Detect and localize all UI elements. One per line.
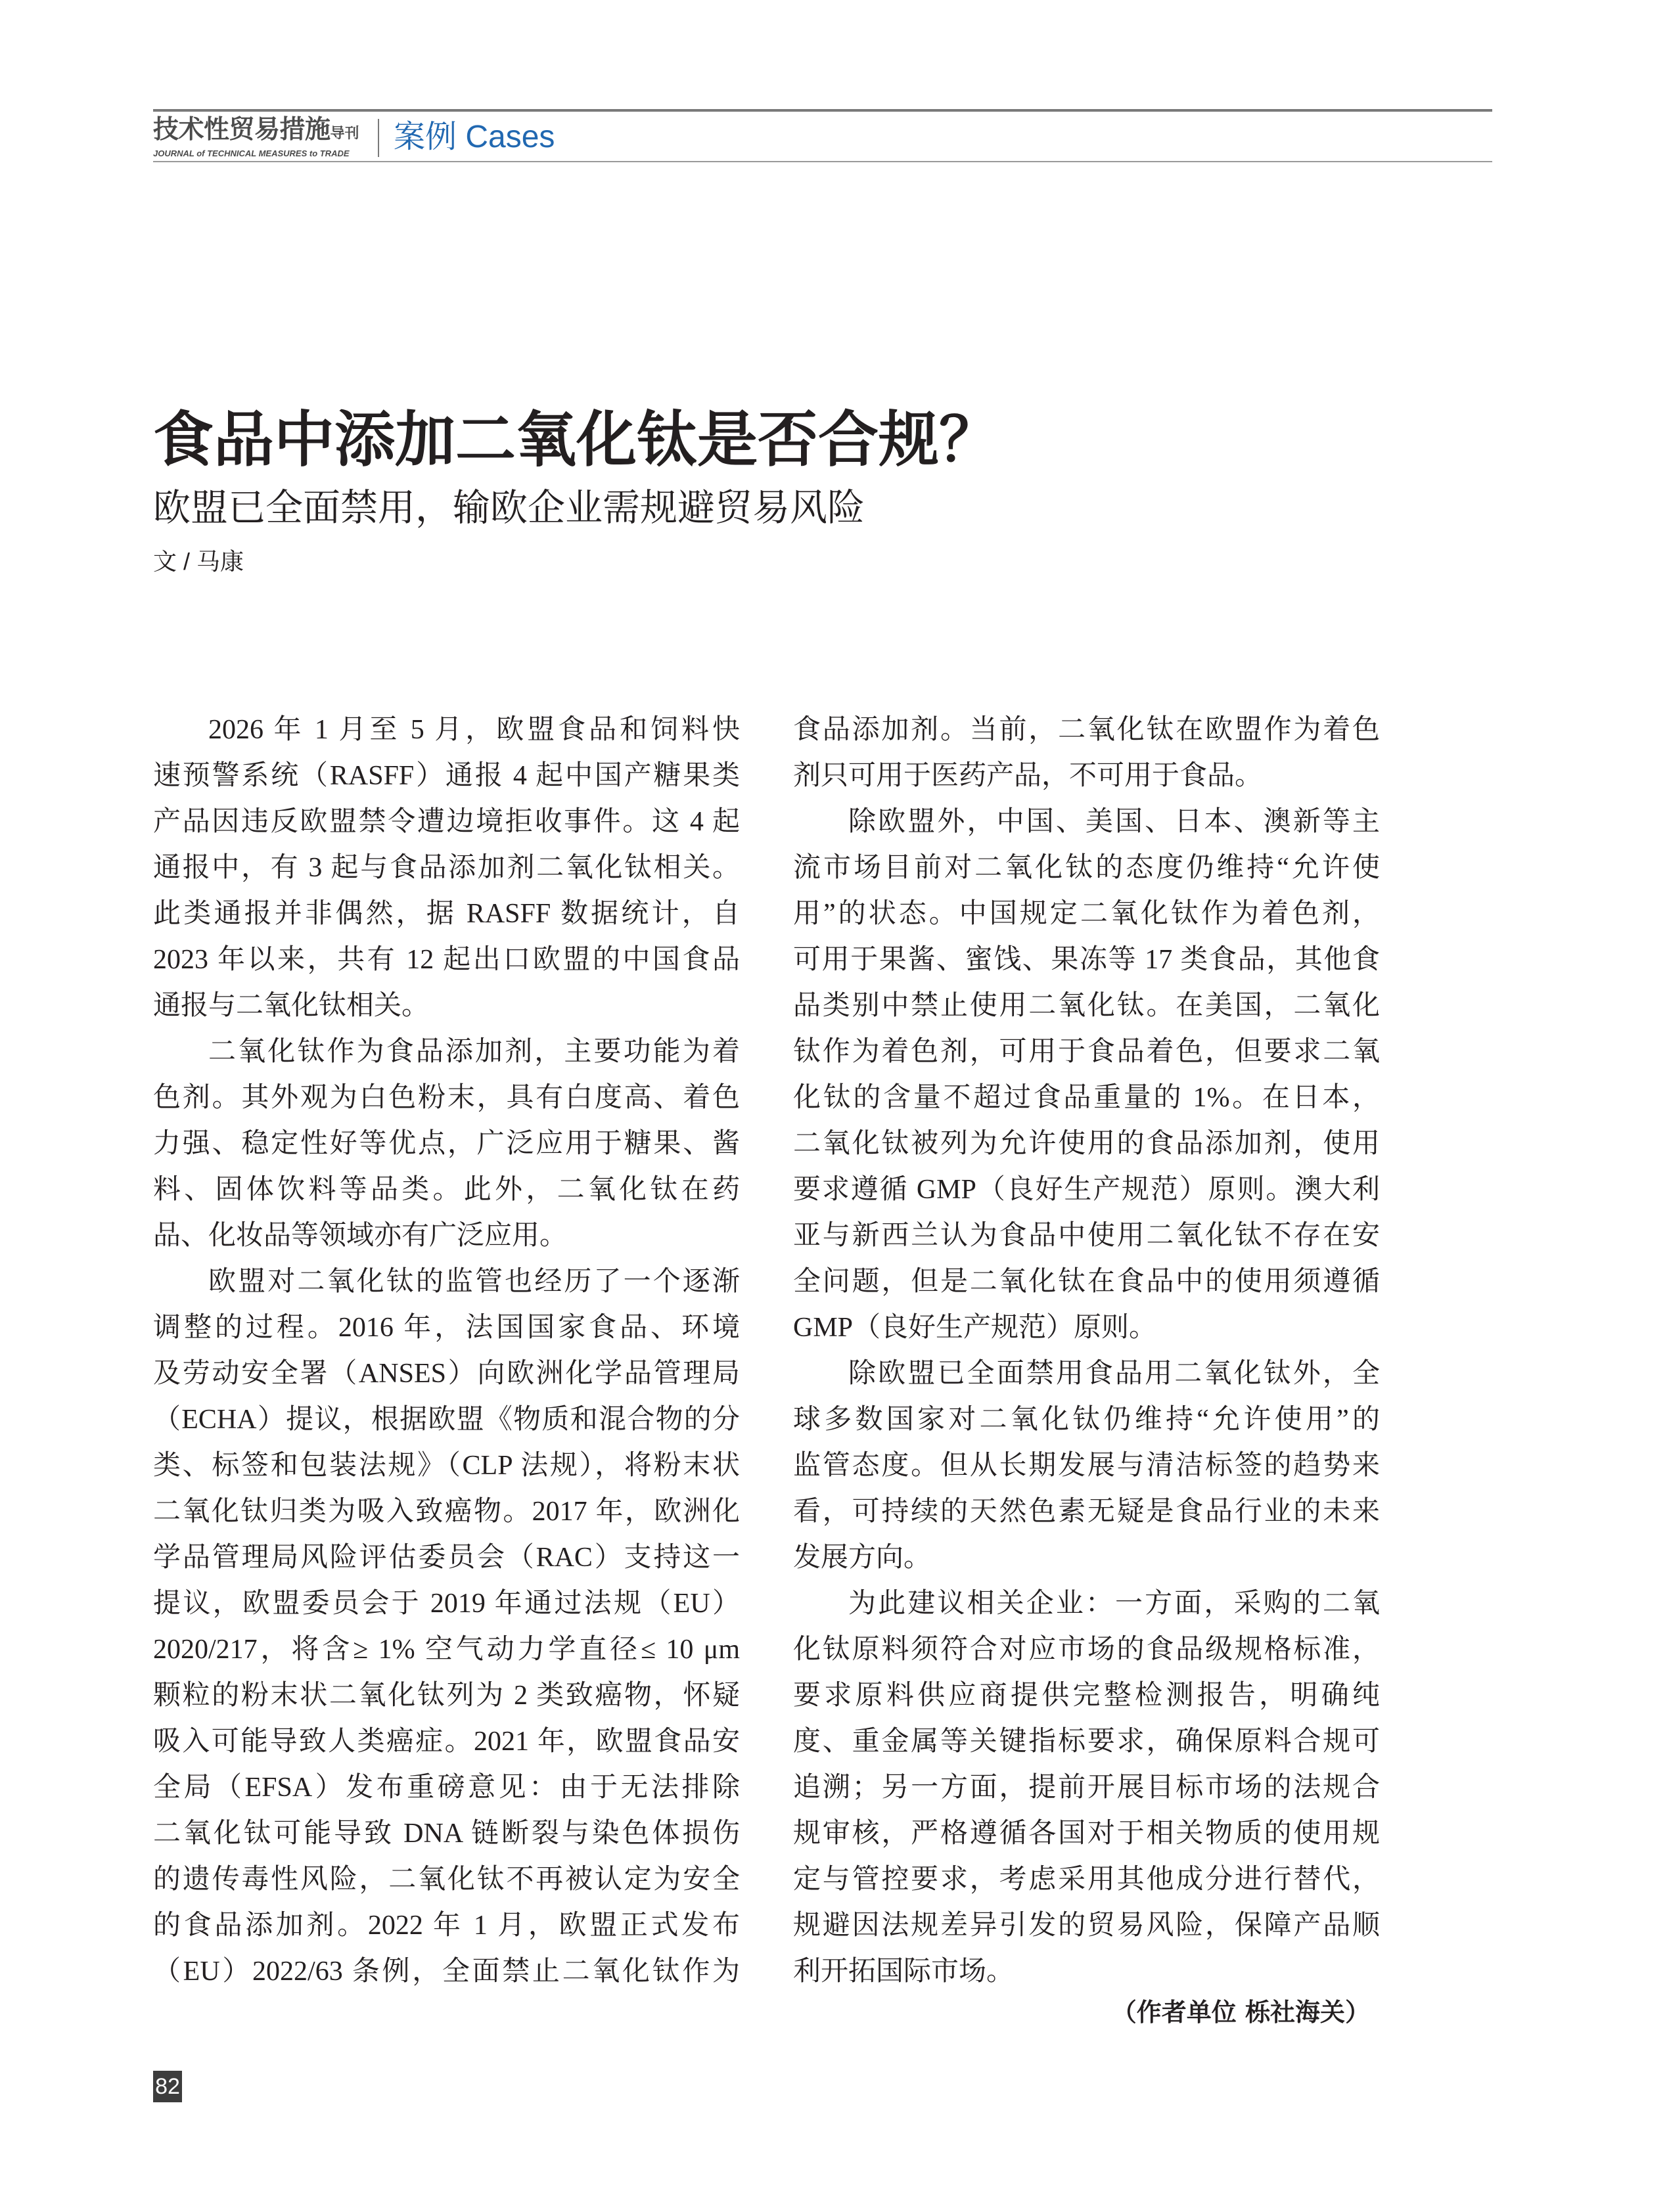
body-line: 品、化妆品等领域亦有广泛应用。 bbox=[153, 1221, 568, 1251]
body-line: 二氧化钛被列为允许使用的食品添加剂，使用 bbox=[793, 1129, 1380, 1159]
body-line: 2026 年 1 月至 5 月，欧盟食品和饲料快 bbox=[208, 715, 740, 745]
paragraph bbox=[153, 707, 740, 1029]
body-line: 定与管控要求，考虑采用其他成分进行替代， bbox=[793, 1864, 1380, 1895]
body-line: 调整的过程。2016 年，法国国家食品、环境 bbox=[153, 1313, 740, 1343]
journal-logo-chinese bbox=[153, 116, 370, 148]
body-line: 及劳动安全署（ANSES）向欧洲化学品管理局 bbox=[153, 1359, 740, 1389]
section-label: 案例 Cases bbox=[394, 120, 555, 154]
body-line: GMP（良好生产规范）原则。 bbox=[793, 1313, 1157, 1343]
journal-logo bbox=[153, 116, 370, 156]
body-line: 为此建议相关企业：一方面，采购的二氧 bbox=[848, 1589, 1380, 1619]
body-line: 除欧盟已全面禁用食品用二氧化钛外，全 bbox=[848, 1359, 1380, 1389]
journal-english-name: JOURNAL of TECHNICAL MEASURES to TRADE bbox=[153, 148, 350, 158]
body-line: 度、重金属等关键指标要求，确保原料合规可 bbox=[793, 1727, 1380, 1757]
body-line: 化钛的含量不超过食品重量的 1%。在日本， bbox=[793, 1083, 1380, 1113]
body-line: 此类通报并非偶然，据 RASFF 数据统计，自 bbox=[153, 899, 740, 929]
body-line: 规避因法规差异引发的贸易风险，保障产品顺 bbox=[793, 1910, 1380, 1941]
body-line: 化钛原料须符合对应市场的食品级规格标准， bbox=[793, 1635, 1380, 1665]
paragraph bbox=[153, 1259, 740, 1995]
body-line: 吸入可能导致人类癌症。2021 年，欧盟食品安 bbox=[153, 1727, 740, 1757]
body-line: 剂只可用于医药产品，不可用于食品。 bbox=[793, 761, 1263, 791]
header-divider bbox=[378, 119, 379, 157]
body-line: 监管态度。但从长期发展与清洁标签的趋势来 bbox=[793, 1451, 1380, 1481]
body-line: 用”的状态。中国规定二氧化钛作为着色剂， bbox=[793, 899, 1380, 929]
paragraph bbox=[793, 799, 1380, 1351]
body-line: 全局（EFSA）发布重磅意见：由于无法排除 bbox=[153, 1772, 740, 1803]
body-line: 钛作为着色剂，可用于食品着色，但要求二氧 bbox=[793, 1037, 1380, 1067]
body-line: 发展方向。 bbox=[793, 1543, 932, 1573]
body-line: 2020/217，将含≥ 1% 空气动力学直径≤ 10 μm bbox=[153, 1635, 740, 1665]
body-line: 规审核，严格遵循各国对于相关物质的使用规 bbox=[793, 1818, 1380, 1849]
body-line: 提议，欧盟委员会于 2019 年通过法规（EU） bbox=[153, 1589, 740, 1619]
body-line: （EU）2022/63 条例，全面禁止二氧化钛作为 bbox=[153, 1956, 740, 1987]
paragraph bbox=[793, 1581, 1380, 1995]
body-line: 二氧化钛作为食品添加剂，主要功能为着 bbox=[208, 1037, 740, 1067]
header-bottom-rule bbox=[153, 161, 1492, 162]
body-line: 要求遵循 GMP（良好生产规范）原则。澳大利 bbox=[793, 1175, 1380, 1205]
body-line: 球多数国家对二氧化钛仍维持“允许使用”的 bbox=[793, 1405, 1380, 1435]
body-line: 二氧化钛归类为吸入致癌物。2017 年，欧洲化 bbox=[153, 1497, 740, 1527]
article-subtitle: 欧盟已全面禁用，输欧企业需规避贸易风险 bbox=[153, 486, 865, 530]
header-top-rule bbox=[153, 109, 1492, 112]
article-byline: 文 / 马康 bbox=[153, 548, 244, 575]
body-line: 颗粒的粉末状二氧化钛列为 2 类致癌物，怀疑 bbox=[153, 1681, 740, 1711]
body-line: 全问题，但是二氧化钛在食品中的使用须遵循 bbox=[793, 1267, 1380, 1297]
body-line: 2023 年以来，共有 12 起出口欧盟的中国食品 bbox=[153, 945, 740, 975]
body-line: 利开拓国际市场。 bbox=[793, 1956, 1015, 1987]
body-line: 欧盟对二氧化钛的监管也经历了一个逐渐 bbox=[208, 1267, 740, 1297]
body-line: 速预警系统（RASFF）通报 4 起中国产糖果类 bbox=[153, 761, 740, 791]
body-line: 流市场目前对二氧化钛的态度仍维持“允许使 bbox=[793, 853, 1380, 883]
page-number: 82 bbox=[153, 2071, 182, 2102]
author-affiliation: （作者单位 栎社海关） bbox=[1111, 1998, 1370, 2027]
journal-name-suffix: 导刊 bbox=[330, 125, 359, 142]
journal-name: 技术性贸易措施 bbox=[153, 115, 331, 145]
paragraph bbox=[793, 1351, 1380, 1581]
body-line: 要求原料供应商提供完整检测报告，明确纯 bbox=[793, 1681, 1380, 1711]
body-line: 的食品添加剂。2022 年 1 月，欧盟正式发布 bbox=[153, 1910, 740, 1941]
body-line: 通报中，有 3 起与食品添加剂二氧化钛相关。 bbox=[153, 853, 740, 883]
body-line: 可用于果酱、蜜饯、果冻等 17 类食品，其他食 bbox=[793, 945, 1380, 975]
article-title: 食品中添加二氧化钛是否合规？ bbox=[153, 405, 1000, 475]
body-line: 二氧化钛可能导致 DNA 链断裂与染色体损伤 bbox=[153, 1818, 740, 1849]
body-line: 力强、稳定性好等优点，广泛应用于糖果、酱 bbox=[153, 1129, 740, 1159]
body-line: （ECHA）提议，根据欧盟《物质和混合物的分 bbox=[153, 1405, 740, 1435]
body-line: 品类别中禁止使用二氧化钛。在美国，二氧化 bbox=[793, 991, 1380, 1021]
body-line: 料、固体饮料等品类。此外，二氧化钛在药 bbox=[153, 1175, 740, 1205]
paragraph bbox=[153, 1029, 740, 1259]
left-column bbox=[153, 707, 740, 2087]
body-line: 通报与二氧化钛相关。 bbox=[153, 991, 430, 1021]
paragraph-continuation bbox=[793, 707, 1380, 799]
body-line: 追溯；另一方面，提前开展目标市场的法规合 bbox=[793, 1772, 1380, 1803]
body-line: 类、标签和包装法规》（CLP 法规），将粉末状 bbox=[153, 1451, 740, 1481]
body-line: 亚与新西兰认为食品中使用二氧化钛不存在安 bbox=[793, 1221, 1380, 1251]
body-line: 的遗传毒性风险，二氧化钛不再被认定为安全 bbox=[153, 1864, 740, 1895]
body-line: 色剂。其外观为白色粉末，具有白度高、着色 bbox=[153, 1083, 740, 1113]
right-column bbox=[793, 707, 1380, 2087]
body-line: 看，可持续的天然色素无疑是食品行业的未来 bbox=[793, 1497, 1380, 1527]
body-line: 产品因违反欧盟禁令遭边境拒收事件。这 4 起 bbox=[153, 807, 740, 837]
body-line: 学品管理局风险评估委员会（RAC）支持这一 bbox=[153, 1543, 740, 1573]
body-line: 食品添加剂。当前，二氧化钛在欧盟作为着色 bbox=[793, 715, 1380, 745]
body-line: 除欧盟外，中国、美国、日本、澳新等主 bbox=[848, 807, 1380, 837]
